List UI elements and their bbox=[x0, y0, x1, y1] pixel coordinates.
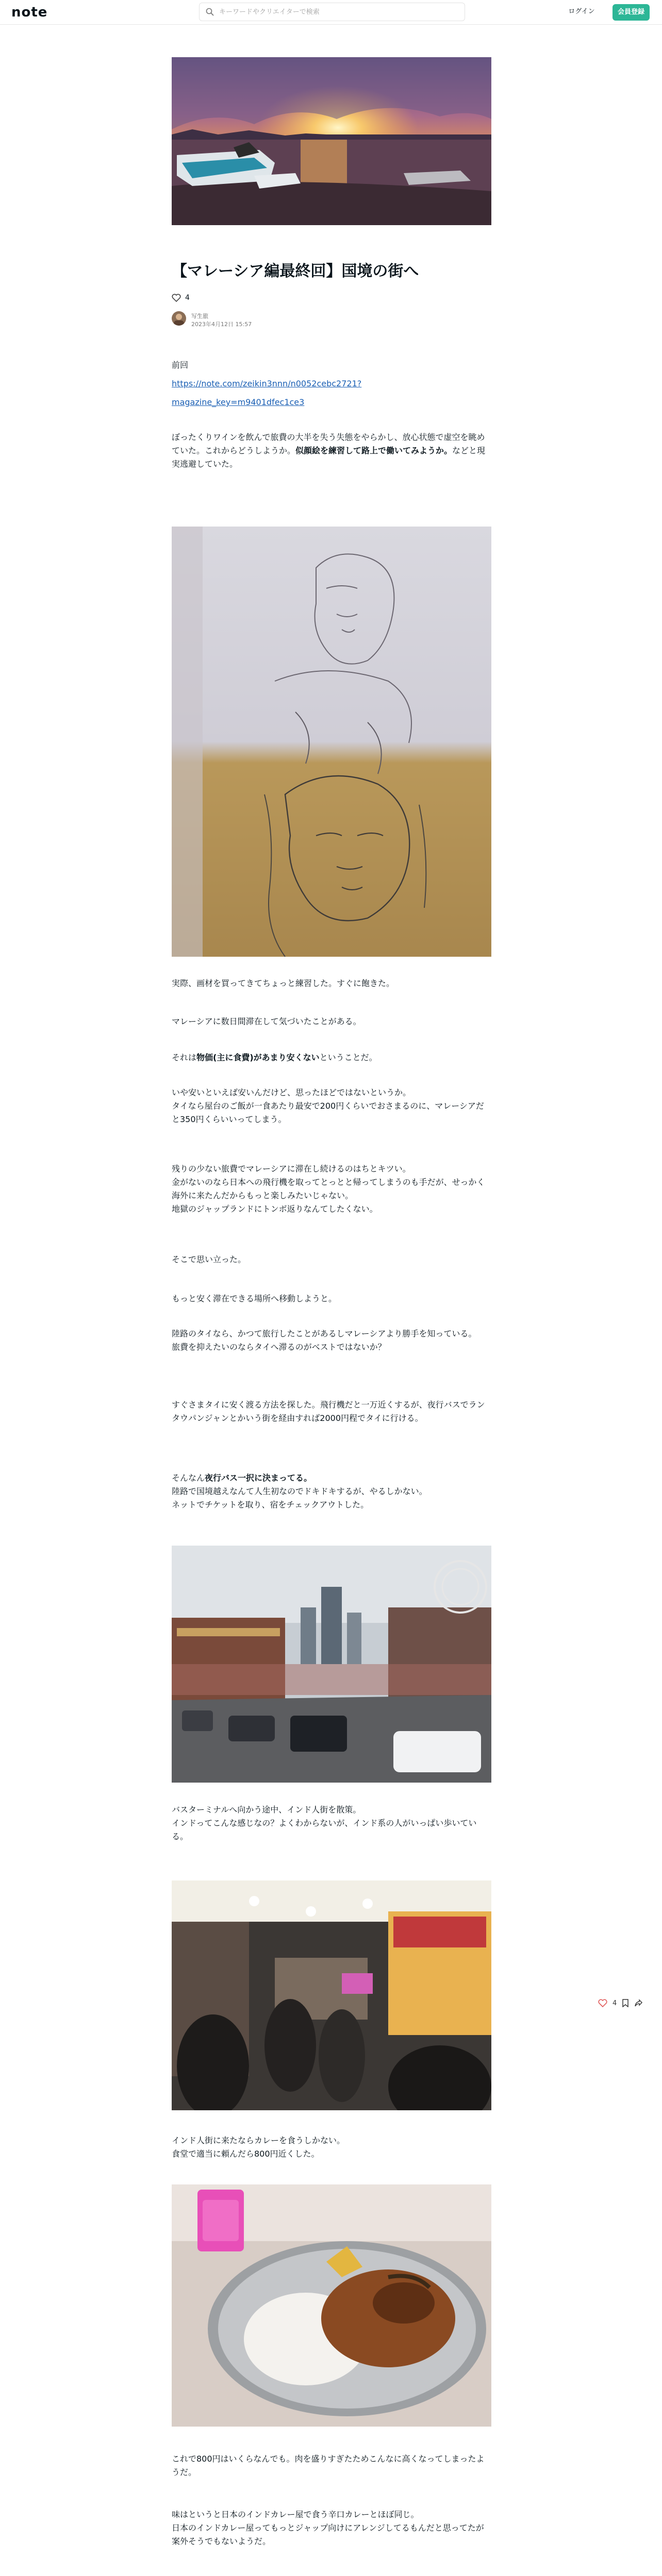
p5-line-3: 地獄のジャップランドにトンボ返りなんてしたくない。 bbox=[172, 1204, 378, 1214]
p5-line-1: 残りの少ない旅費でマレーシアに滞在し続けるのはちとキツい。 bbox=[172, 1164, 411, 1174]
p14-line-1: 味はというと日本のインドカレー屋で食う辛口カレーとほぼ同じ。 bbox=[172, 2510, 419, 2519]
paragraph-4 bbox=[172, 1086, 491, 1126]
p10-line-2: 陸路で国境越えなんて人生初なのでドキドキするが、やるしかない。 bbox=[172, 1486, 427, 1496]
paragraph-1: 実際、画材を買ってきてちょっと練習した。すぐに飽きた。 bbox=[172, 978, 395, 988]
p11-line-2: インドってこんな感じなの？よくわからないが、インド系の人がいっぱい歩いている。 bbox=[172, 1818, 477, 1841]
paragraph-10 bbox=[172, 1471, 491, 1512]
share-icon[interactable] bbox=[634, 1999, 642, 2007]
paragraph-11 bbox=[172, 1803, 491, 1843]
sketch-image bbox=[172, 527, 491, 957]
like-area bbox=[172, 292, 190, 304]
heart-icon[interactable] bbox=[172, 294, 181, 302]
site-header bbox=[0, 0, 662, 25]
intro-text-a: ぼったくりワインを飲んで旅費の大半を失う失態をやらかし、放心状態で虚空を眺めていた。これからどうしようか。 bbox=[172, 432, 485, 455]
p10-bold: 夜行バス一択に決まってる。 bbox=[205, 1473, 312, 1483]
paragraph-8 bbox=[172, 1327, 491, 1354]
paragraph-12 bbox=[172, 2134, 491, 2161]
paragraph-2: マレーシアに数日間滞在して気づいたことがある。 bbox=[172, 1016, 361, 1026]
avatar[interactable] bbox=[172, 311, 186, 326]
previous-link-line-2[interactable]: magazine_key=m9401dfec1ce3 bbox=[172, 397, 305, 407]
street-image bbox=[172, 1546, 491, 1783]
bookmark-icon[interactable] bbox=[622, 1999, 629, 2007]
paragraph-13: これで800円はいくらなんでも。肉を盛りすぎたためこんなに高くなってしまったようだ。 bbox=[172, 2454, 485, 2477]
p3-c: ということだ。 bbox=[319, 1053, 377, 1062]
p12-line-1: インド人街に来たならカレーを食うしかない。 bbox=[172, 2136, 345, 2145]
note-logo[interactable]: note bbox=[11, 5, 48, 20]
p3-bold: 物価(主に食費)があまり安くない bbox=[196, 1053, 320, 1062]
p10-line-3: ネットでチケットを取り、宿をチェックアウトした。 bbox=[172, 1500, 369, 1510]
search-box[interactable] bbox=[199, 3, 465, 21]
previous-link-line-1[interactable]: https://note.com/zeikin3nnn/n0052cebc2721? bbox=[172, 379, 362, 388]
signup-button[interactable]: 会員登録 bbox=[613, 4, 650, 21]
p10-a: そんなん bbox=[172, 1473, 205, 1483]
curry-plate-image bbox=[172, 2184, 491, 2427]
search-input[interactable] bbox=[219, 3, 456, 21]
paragraph-9: すぐさまタイに安く渡る方法を探した。飛行機だと一万近くするが、夜行バスでランタウパンジャンとかいう街を経由すれば2000円程でタイに行ける。 bbox=[172, 1400, 485, 1423]
p4-line-2: タイなら屋台のご飯が一食あたり最安で200円くらいでおさまるのに、マレーシアだと350円くらいいってしまう。 bbox=[172, 1101, 484, 1124]
article-title: 【マレーシア編最終回】国境の街へ bbox=[172, 262, 419, 280]
restaurant-image bbox=[172, 1880, 491, 2110]
like-count: 4 bbox=[185, 294, 190, 302]
intro-text-bold: 似顔絵を練習して路上で働いてみようか。 bbox=[295, 446, 453, 455]
p4-line-1: いや安いといえば安いんだけど、思ったほどではないというか。 bbox=[172, 1088, 411, 1097]
p8-line-1: 陸路のタイなら、かつて旅行したことがあるしマレーシアより勝手を知っている。 bbox=[172, 1329, 477, 1338]
paragraph-5 bbox=[172, 1162, 491, 1216]
p3-a: それは bbox=[172, 1053, 197, 1062]
previous-article-link[interactable] bbox=[172, 377, 491, 409]
intro-paragraph bbox=[172, 431, 491, 471]
previous-label: 前回 bbox=[172, 360, 189, 370]
paragraph-7: もっと安く滞在できる場所へ移動しようと。 bbox=[172, 1294, 337, 1303]
p11-line-1: バスターミナルへ向かう途中、インド人街を散策。 bbox=[172, 1805, 361, 1815]
login-button[interactable]: ログイン bbox=[568, 8, 595, 15]
heart-icon[interactable] bbox=[598, 1999, 607, 2007]
post-date: 2023年4月12日 15:57 bbox=[191, 321, 252, 328]
paragraph-6: そこで思い立った。 bbox=[172, 1255, 246, 1264]
hero-image bbox=[172, 57, 491, 225]
paragraph-3 bbox=[172, 1051, 491, 1064]
paragraph-14 bbox=[172, 2508, 491, 2548]
floating-like-count: 4 bbox=[613, 1999, 617, 2007]
p14-line-2: 日本のインドカレー屋ってもっとジャップ向けにアレンジしてるもんだと思ってたが案外そうでもないようだ。 bbox=[172, 2523, 484, 2546]
floating-actions bbox=[598, 1997, 642, 2009]
author-name[interactable]: 写生旅 bbox=[191, 313, 208, 319]
p12-line-2: 食堂で適当に頼んだら800円近くした。 bbox=[172, 2149, 320, 2159]
p8-line-2: 旅費を抑えたいのならタイへ滞るのがベストではないか？ bbox=[172, 1342, 386, 1352]
search-icon bbox=[206, 8, 214, 16]
intro-text-c: などと現実逃避していた。 bbox=[172, 446, 486, 469]
p5-line-2: 金がないのなら日本への飛行機を取ってとっとと帰ってしまうのも手だが、せっかく海外に来たんだからもっと楽しみたいじゃない。 bbox=[172, 1177, 485, 1200]
